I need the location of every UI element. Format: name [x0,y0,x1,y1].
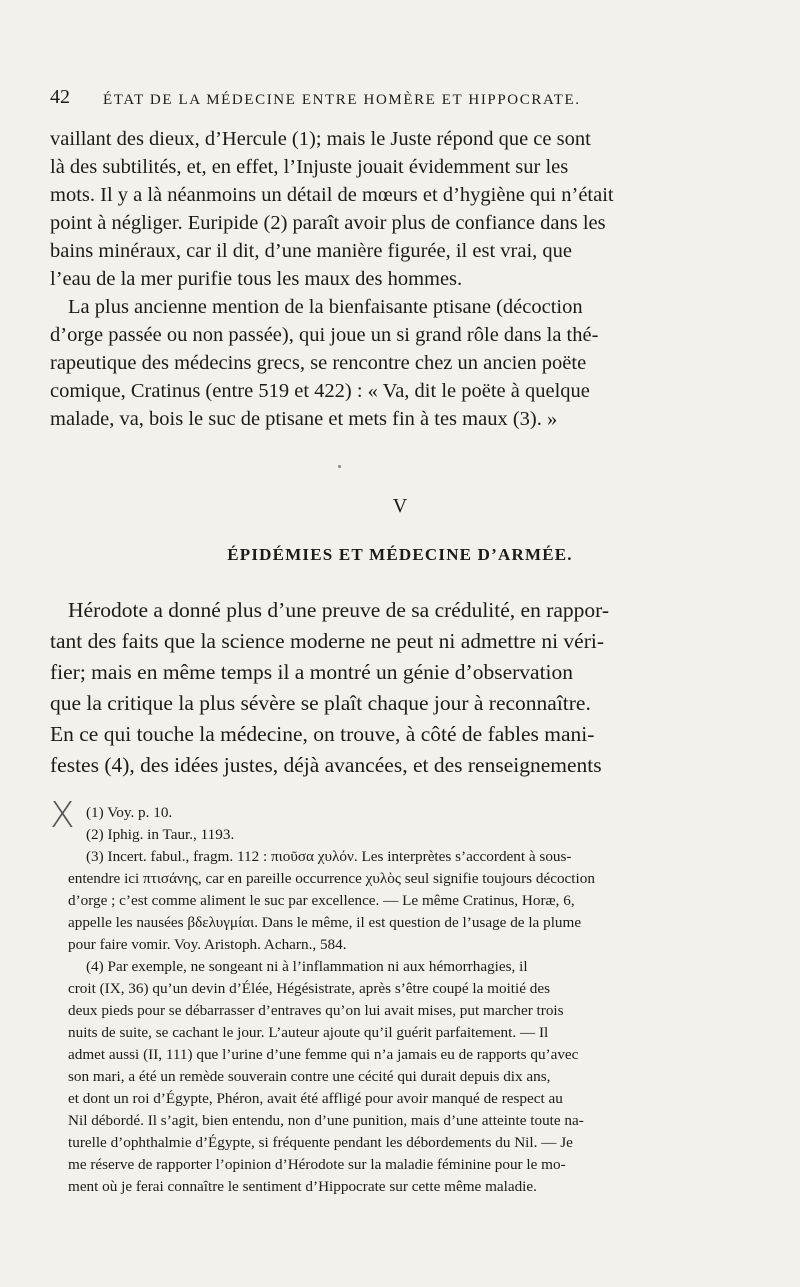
footnote-line: ment où je ferai connaître le sentiment d’Hippocrate sur cette même maladie. [68,1178,537,1195]
footnote-line: (2) Iphig. in Taur., 1193. [86,826,235,843]
text-line: là des subtilités, et, en effet, l’Injuste jouait évidemment sur les [50,156,569,178]
footnote-line: (4) Par exemple, ne songeant ni à l’inflammation ni aux hémorrhagies, il [86,958,528,975]
footnote-line: entendre ici πτισάνης, car en pareille occurrence χυλὸς seul signifie toujours décoction [68,870,595,887]
section-number: V [392,495,408,517]
page-header [50,86,755,118]
text-line: tant des faits que la science moderne ne peut ni admettre ni véri- [50,629,605,653]
footnote-line: Nil débordé. Il s’agit, bien entendu, non d’une punition, mais d’une atteinte toute na- [68,1112,584,1129]
text-line: mots. Il y a là néanmoins un détail de mœurs et d’hygiène qui n’était [50,184,614,206]
text-line: d’orge passée ou non passée), qui joue un si grand rôle dans la thé- [50,324,599,346]
footnote-line: me réserve de rapporter l’opinion d’Hérodote sur la maladie féminine pour le mo- [68,1156,566,1173]
footnote-line: et dont un roi d’Égypte, Phéron, avait été affligé pour avoir manqué de respect au [68,1090,563,1107]
page-number: 42 [50,86,70,108]
text-line: festes (4), des idées justes, déjà avancées, et des renseignements [50,753,602,777]
text-line: l’eau de la mer purifie tous les maux des hommes. [50,268,463,290]
text-line: fier; mais en même temps il a montré un génie d’observation [50,660,574,684]
text-line: malade, va, bois le suc de ptisane et mets fin à tes maux (3). » [50,408,558,430]
text-line: rapeutique des médecins grecs, se rencontre chez un ancien poëte [50,352,587,374]
footnote-line: (3) Incert. fabul., fragm. 112 : πιοῦσα χυλόν. Les interprètes s’accordent à sous- [86,848,572,865]
footnote-line: appelle les nausées βδελυγμίαι. Dans le même, il est question de l’usage de la plume [68,914,582,931]
text-line: bains minéraux, car il dit, d’une manière figurée, il est vrai, que [50,240,572,262]
section-title: ÉPIDÉMIES ET MÉDECINE D’ARMÉE. [227,545,573,564]
running-title: ÉTAT DE LA MÉDECINE ENTRE HOMÈRE ET HIPPOCRATE. [103,92,581,108]
footnote-line: croit (IX, 36) qu’un devin d’Élée, Hégésistrate, après s’être coupé la moitié des [68,980,551,997]
footnote-line: turelle d’ophthalmie d’Égypte, si fréquente pendant les débordements du Nil. — Je [68,1134,573,1151]
footnote-line: nuits de suite, se cachant le jour. L’auteur ajoute qu’il guérit parfaitement. — Il [68,1024,549,1041]
text-line: point à négliger. Euripide (2) paraît avoir plus de confiance dans les [50,212,606,234]
ink-speck [338,465,341,468]
text-line: La plus ancienne mention de la bienfaisante ptisane (décoction [68,296,583,318]
margin-annotation: X [50,795,75,836]
text-line: comique, Cratinus (entre 519 et 422) : « Va, dit le poëte à quelque [50,380,590,402]
footnote-line: deux pieds pour se débarrasser d’entraves qu’on lui avait mises, put marcher trois [68,1002,564,1019]
text-line: En ce qui touche la médecine, on trouve, à côté de fables mani- [50,722,595,746]
footnote-line: d’orge ; c’est comme aliment le suc par excellence. — Le même Cratinus, Horæ, 6, [68,892,575,909]
footnote-line: admet aussi (II, 111) que l’urine d’une femme qui n’a jamais eu de rapports qu’avec [68,1046,579,1063]
text-line: Hérodote a donné plus d’une preuve de sa crédulité, en rappor- [68,598,610,622]
text-line: que la critique la plus sévère se plaît chaque jour à reconnaître. [50,691,591,715]
footnote-line: pour faire vomir. Voy. Aristoph. Acharn., 584. [68,936,347,953]
footnote-line: (1) Voy. p. 10. [86,804,173,821]
footnote-line: son mari, a été un remède souverain contre une cécité qui durait depuis dix ans, [68,1068,551,1085]
text-line: vaillant des dieux, d’Hercule (1); mais le Juste répond que ce sont [50,128,591,150]
